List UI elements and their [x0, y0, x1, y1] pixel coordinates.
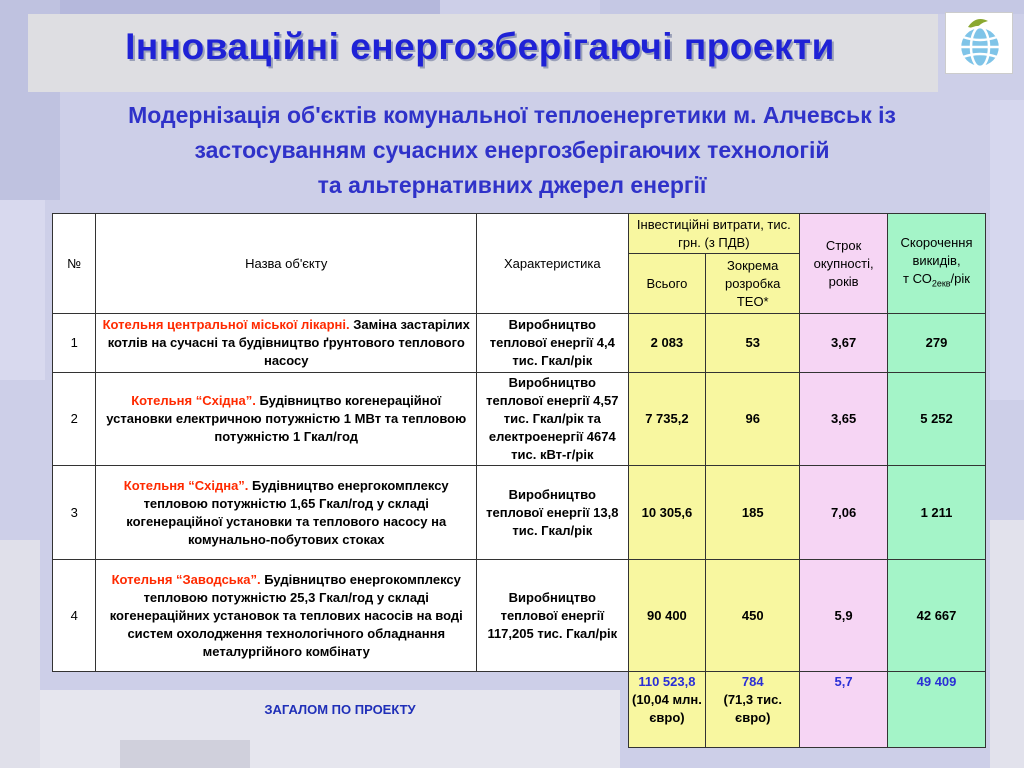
row-name-highlight: Котельня центральної міської лікарні.	[102, 317, 350, 332]
row-name-highlight: Котельня “Східна”.	[131, 393, 256, 408]
header-payback: Строк окупності, років	[800, 214, 888, 314]
total-teo-value: 784	[741, 674, 764, 689]
bg-tile	[990, 520, 1024, 768]
bg-tile	[0, 200, 45, 380]
projects-table	[52, 213, 986, 748]
row-characteristic: Виробництво теплової енергії 4,57 тис. Гкал/рік та електроенергії 4674 тис. кВт-г/рік	[477, 373, 628, 466]
row-payback: 5,9	[800, 560, 888, 672]
header-investment-teo: Зокрема розробка ТЕО*	[706, 254, 800, 314]
total-teo	[706, 672, 800, 748]
table-row	[53, 373, 986, 466]
row-teo: 53	[706, 314, 800, 373]
row-reduction: 42 667	[888, 560, 986, 672]
row-name-text: Будівництво енергокомплексу тепловою потужністю 25,3 Гкал/год у складі когенераційних установок та теплових насосів на воді систем охолодження технологічного обладнання металургійного комбінату	[109, 571, 463, 659]
header-name: Назва об'єкту	[96, 214, 477, 314]
globe-icon	[946, 13, 1012, 73]
table-row	[53, 466, 986, 560]
header-reduction-unit: т СО	[903, 271, 932, 287]
row-num: 4	[53, 560, 96, 672]
row-name-highlight: Котельня “Заводська”.	[111, 571, 261, 587]
header-reduction-sub: 2екв	[931, 278, 951, 289]
header-reduction-text: Скорочення викидів,	[900, 235, 973, 269]
slide-subtitle	[20, 98, 1004, 203]
row-reduction: 279	[888, 314, 986, 373]
row-characteristic: Виробництво теплової енергії 117,205 тис. Гкал/рік	[477, 560, 628, 672]
row-payback: 7,06	[800, 466, 888, 560]
row-total: 10 305,6	[628, 466, 706, 560]
row-num: 3	[53, 466, 96, 560]
table-row	[53, 560, 986, 672]
row-name	[96, 314, 477, 373]
row-name	[96, 466, 477, 560]
row-payback: 3,67	[800, 314, 888, 373]
total-payback: 5,7	[800, 672, 888, 748]
subtitle-line: застосуванням сучасних енергозберігаючих технологій	[194, 137, 830, 163]
row-reduction: 5 252	[888, 373, 986, 466]
row-teo: 450	[706, 560, 800, 672]
total-reduction: 49 409	[888, 672, 986, 748]
row-teo: 96	[706, 373, 800, 466]
subtitle-line: Модернізація об'єктів комунальної теплоенергетики м. Алчевськ із	[128, 102, 896, 128]
row-teo: 185	[706, 466, 800, 560]
header-investment-total: Всього	[628, 254, 706, 314]
row-total: 90 400	[628, 560, 706, 672]
total-investment-note: (10,04 млн. євро)	[632, 692, 702, 725]
row-characteristic: Виробництво теплової енергії 13,8 тис. Гкал/рік	[477, 466, 628, 560]
total-label	[53, 672, 629, 748]
row-name	[96, 560, 477, 672]
row-total: 7 735,2	[628, 373, 706, 466]
header-num: №	[53, 214, 96, 314]
table-row	[53, 314, 986, 373]
row-total: 2 083	[628, 314, 706, 373]
row-characteristic: Виробництво теплової енергії 4,4 тис. Гкал/рік	[477, 314, 628, 373]
row-name-highlight: Котельня “Східна”.	[123, 477, 249, 493]
row-name-text: Будівництво енергокомплексу тепловою потужністю 1,65 Гкал/год у складі когенераційної установки та теплового насосу на комунально-побутових стоках	[126, 477, 449, 547]
header-reduction	[888, 214, 986, 314]
row-name-text: Будівництво когенераційної установки електричною потужністю 1 МВт та тепловою потужністю 1 Гкал/год	[106, 393, 467, 444]
total-row	[53, 672, 986, 748]
bg-tile	[0, 540, 40, 768]
total-label-text: ЗАГАЛОМ ПО ПРОЕКТУ	[264, 701, 416, 717]
row-num: 1	[53, 314, 96, 373]
header-reduction-post: /рік	[950, 271, 970, 287]
row-payback: 3,65	[800, 373, 888, 466]
row-num: 2	[53, 373, 96, 466]
slide-title: Інноваційні енергозберігаючі проекти	[125, 26, 835, 67]
header-characteristic: Характеристика	[477, 214, 628, 314]
header-investment: Інвестиційні витрати, тис. грн. (з ПДВ)	[628, 214, 800, 254]
total-investment	[628, 672, 706, 748]
total-teo-note: (71,3 тис. євро)	[723, 692, 782, 725]
subtitle-line: та альтернативних джерел енергії	[317, 172, 707, 198]
row-name-text: Заміна застарілих котлів на сучасні та будівництво ґрунтового теплового насосу	[107, 317, 470, 368]
header-row	[53, 214, 986, 254]
bg-tile	[60, 0, 440, 14]
globe-leaf-logo	[945, 12, 1013, 74]
row-reduction: 1 211	[888, 466, 986, 560]
total-investment-value: 110 523,8	[638, 674, 696, 689]
row-name	[96, 373, 477, 466]
